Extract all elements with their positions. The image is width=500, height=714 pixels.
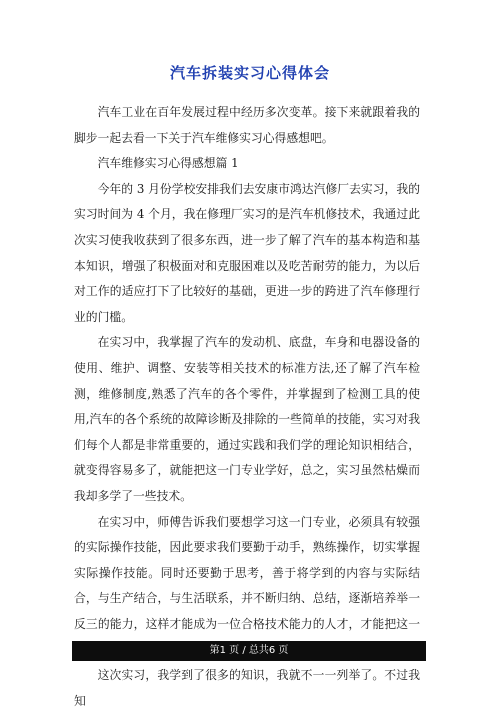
body-paragraph: 在实习中，师傅告诉我们要想学习这一门专业，必须具有较强的实际操作技能，因此要求我们要勤于动手，熟练操作，切实掌握实际操作技能。同时还要勤于思考，善于将学到的内容与实际结合，与生产结合，与生活联系，并不断归纳、总结，逐渐培养举一反三的能力，这样才能成为一位合格技术能力的人才，才能把这一 — [74, 514, 420, 631]
page-indicator: 第1 页 / 总共6 页 — [209, 645, 289, 656]
body-paragraph: 在实习中，我掌握了汽车的发动机、底盘，车身和电器设备的使用、维护、调整、安装等相关技术的标准方法,还了解了汽车检测，维修制度,熟悉了汽车的各个零件，并掌握到了检测工具的使用,汽车的各个系统的故障诊断及排除的一些简单的技能，实习对我们每个人都是非常重要的，通过实践和我们学的理论知识相结合，就变得容易多了，就能把这一门专业学好，总之，实习虽然枯燥而我却多学了一些技术。 — [74, 335, 420, 503]
page-indicator-bar — [72, 641, 426, 661]
section-heading: 汽车维修实习心得感想篇 1 — [97, 156, 239, 171]
body-paragraph: 这次实习，我学到了很多的知识，我就不一一列举了。不过我知 — [74, 668, 420, 708]
document-title: 汽车拆装实习心得体会 — [169, 64, 330, 82]
body-paragraph: 今年的 3 月份学校安排我们去安康市鸿达汽修厂去实习，我的实习时间为 4 个月，我在修理厂实习的是汽车机修技术，我通过此次实习使我收获到了很多东西，进一步了解了汽车的基本构造和基本知识，增强了积极面对和克服困难以及吃苦耐劳的能力，为以后对工作的适应打下了比较好的基础，更进一步的跨进了汽车修理行业的门槛。 — [74, 181, 420, 324]
intro-paragraph: 汽车工业在百年发展过程中经历多次变革。接下来就跟着我的脚步一起去看一下关于汽车维修实习心得感想吧。 — [74, 105, 420, 145]
document-body — [74, 100, 420, 714]
